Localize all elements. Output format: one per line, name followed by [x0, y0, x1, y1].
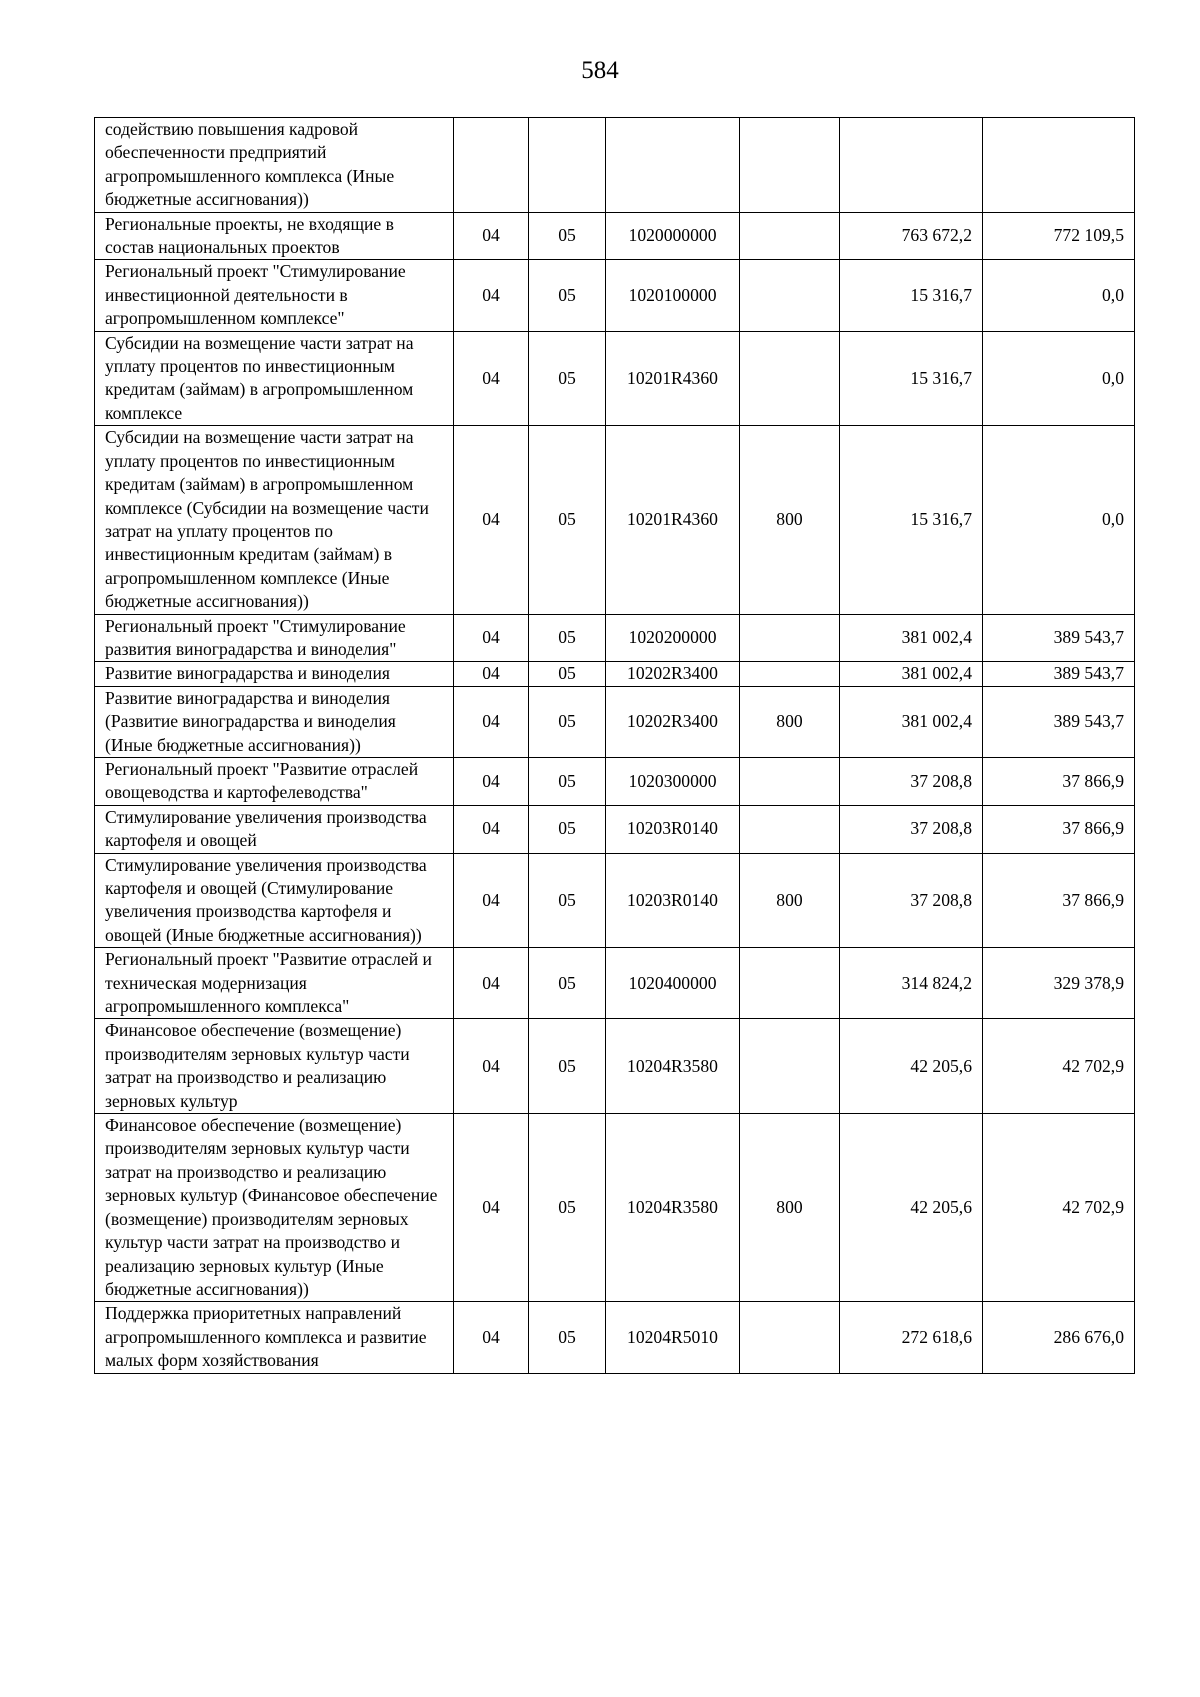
budget-table-body [95, 118, 1135, 1374]
cell-amount-year2: 37 866,9 [983, 805, 1135, 853]
cell-name: Финансовое обеспечение (возмещение) производителям зерновых культур части затрат на производство и реализацию зерновых культур (Финансовое обеспечение (возмещение) производителям зерновых культур части затрат на производство и реализацию зерновых культур (Иные бюджетные ассигнования)) [95, 1114, 454, 1302]
cell-amount-year2: 329 378,9 [983, 948, 1135, 1019]
table-row [95, 212, 1135, 260]
table-row [95, 260, 1135, 331]
cell-amount-year1: 42 205,6 [840, 1114, 983, 1302]
cell-amount-year2: 772 109,5 [983, 212, 1135, 260]
cell-amount-year1: 381 002,4 [840, 686, 983, 757]
cell-expense-type [740, 1302, 840, 1373]
table-row [95, 331, 1135, 426]
cell-name: Региональный проект "Стимулирование развития виноградарства и виноделия" [95, 614, 454, 662]
cell-amount-year2: 42 702,9 [983, 1019, 1135, 1114]
cell-section: 04 [454, 853, 529, 948]
cell-amount-year2: 0,0 [983, 260, 1135, 331]
cell-target-article: 1020300000 [606, 757, 740, 805]
cell-amount-year2: 389 543,7 [983, 614, 1135, 662]
cell-amount-year1: 763 672,2 [840, 212, 983, 260]
cell-amount-year2: 286 676,0 [983, 1302, 1135, 1373]
cell-name: Финансовое обеспечение (возмещение) производителям зерновых культур части затрат на производство и реализацию зерновых культур [95, 1019, 454, 1114]
cell-amount-year1: 15 316,7 [840, 426, 983, 614]
table-row [95, 426, 1135, 614]
table-row [95, 1114, 1135, 1302]
cell-subsection [529, 118, 606, 213]
cell-amount-year1: 37 208,8 [840, 757, 983, 805]
table-row [95, 614, 1135, 662]
cell-section: 04 [454, 212, 529, 260]
cell-amount-year1: 381 002,4 [840, 614, 983, 662]
cell-expense-type: 800 [740, 853, 840, 948]
cell-expense-type [740, 948, 840, 1019]
cell-subsection: 05 [529, 614, 606, 662]
cell-section: 04 [454, 331, 529, 426]
table-row [95, 853, 1135, 948]
cell-name: Региональный проект "Стимулирование инвестиционной деятельности в агропромышленном комплексе" [95, 260, 454, 331]
budget-table [94, 117, 1135, 1374]
cell-amount-year2: 42 702,9 [983, 1114, 1135, 1302]
cell-name: Региональный проект "Развитие отраслей и техническая модернизация агропромышленного комплекса" [95, 948, 454, 1019]
cell-subsection: 05 [529, 1302, 606, 1373]
cell-section: 04 [454, 757, 529, 805]
cell-name: Стимулирование увеличения производства картофеля и овощей [95, 805, 454, 853]
cell-expense-type [740, 614, 840, 662]
cell-expense-type [740, 805, 840, 853]
cell-target-article: 1020400000 [606, 948, 740, 1019]
cell-section: 04 [454, 1302, 529, 1373]
cell-target-article: 10204R5010 [606, 1302, 740, 1373]
cell-section: 04 [454, 948, 529, 1019]
cell-name: Субсидии на возмещение части затрат на уплату процентов по инвестиционным кредитам (займам) в агропромышленном комплексе (Субсидии на возмещение части затрат на уплату процентов по инвестиционным кредитам (займам) в агропромышленном комплексе (Иные бюджетные ассигнования)) [95, 426, 454, 614]
cell-expense-type [740, 118, 840, 213]
cell-target-article: 10201R4360 [606, 331, 740, 426]
cell-section: 04 [454, 426, 529, 614]
cell-expense-type: 800 [740, 686, 840, 757]
cell-target-article: 10203R0140 [606, 853, 740, 948]
cell-subsection: 05 [529, 853, 606, 948]
table-row [95, 757, 1135, 805]
cell-amount-year1: 381 002,4 [840, 662, 983, 686]
cell-amount-year2 [983, 118, 1135, 213]
table-row [95, 805, 1135, 853]
cell-target-article: 1020100000 [606, 260, 740, 331]
cell-amount-year2: 37 866,9 [983, 853, 1135, 948]
cell-amount-year1: 15 316,7 [840, 260, 983, 331]
cell-expense-type [740, 757, 840, 805]
cell-subsection: 05 [529, 662, 606, 686]
cell-name: Региональный проект "Развитие отраслей овощеводства и картофелеводства" [95, 757, 454, 805]
cell-expense-type [740, 1019, 840, 1114]
cell-name: Субсидии на возмещение части затрат на уплату процентов по инвестиционным кредитам (займам) в агропромышленном комплексе [95, 331, 454, 426]
cell-amount-year1: 314 824,2 [840, 948, 983, 1019]
cell-name: Стимулирование увеличения производства картофеля и овощей (Стимулирование увеличения производства картофеля и овощей (Иные бюджетные ассигнования)) [95, 853, 454, 948]
cell-amount-year2: 389 543,7 [983, 662, 1135, 686]
cell-amount-year1: 37 208,8 [840, 853, 983, 948]
cell-name: Развитие виноградарства и виноделия [95, 662, 454, 686]
cell-amount-year1: 15 316,7 [840, 331, 983, 426]
cell-target-article: 1020200000 [606, 614, 740, 662]
cell-amount-year2: 0,0 [983, 331, 1135, 426]
table-row [95, 662, 1135, 686]
cell-target-article [606, 118, 740, 213]
cell-section: 04 [454, 662, 529, 686]
cell-expense-type [740, 212, 840, 260]
cell-name: Развитие виноградарства и виноделия (Развитие виноградарства и виноделия (Иные бюджетные ассигнования)) [95, 686, 454, 757]
cell-subsection: 05 [529, 948, 606, 1019]
cell-section: 04 [454, 805, 529, 853]
cell-amount-year1: 37 208,8 [840, 805, 983, 853]
cell-section: 04 [454, 1114, 529, 1302]
cell-subsection: 05 [529, 331, 606, 426]
cell-name: Поддержка приоритетных направлений агропромышленного комплекса и развитие малых форм хозяйствования [95, 1302, 454, 1373]
cell-target-article: 10204R3580 [606, 1019, 740, 1114]
table-row [95, 118, 1135, 213]
cell-amount-year1: 42 205,6 [840, 1019, 983, 1114]
cell-name: содействию повышения кадровой обеспеченности предприятий агропромышленного комплекса (Иные бюджетные ассигнования)) [95, 118, 454, 213]
cell-section: 04 [454, 260, 529, 331]
cell-amount-year1: 272 618,6 [840, 1302, 983, 1373]
cell-subsection: 05 [529, 260, 606, 331]
cell-amount-year1 [840, 118, 983, 213]
cell-amount-year2: 389 543,7 [983, 686, 1135, 757]
cell-amount-year2: 37 866,9 [983, 757, 1135, 805]
cell-target-article: 10204R3580 [606, 1114, 740, 1302]
cell-amount-year2: 0,0 [983, 426, 1135, 614]
cell-name: Региональные проекты, не входящие в состав национальных проектов [95, 212, 454, 260]
table-row [95, 948, 1135, 1019]
cell-subsection: 05 [529, 1019, 606, 1114]
cell-section [454, 118, 529, 213]
cell-subsection: 05 [529, 805, 606, 853]
table-row [95, 1019, 1135, 1114]
table-row [95, 1302, 1135, 1373]
cell-target-article: 10202R3400 [606, 686, 740, 757]
cell-section: 04 [454, 614, 529, 662]
cell-target-article: 10202R3400 [606, 662, 740, 686]
cell-subsection: 05 [529, 1114, 606, 1302]
cell-expense-type [740, 260, 840, 331]
cell-target-article: 10203R0140 [606, 805, 740, 853]
cell-expense-type [740, 331, 840, 426]
table-row [95, 686, 1135, 757]
cell-section: 04 [454, 1019, 529, 1114]
cell-expense-type [740, 662, 840, 686]
cell-subsection: 05 [529, 757, 606, 805]
cell-section: 04 [454, 686, 529, 757]
cell-expense-type: 800 [740, 426, 840, 614]
cell-subsection: 05 [529, 426, 606, 614]
cell-target-article: 1020000000 [606, 212, 740, 260]
cell-subsection: 05 [529, 686, 606, 757]
cell-subsection: 05 [529, 212, 606, 260]
cell-target-article: 10201R4360 [606, 426, 740, 614]
cell-expense-type: 800 [740, 1114, 840, 1302]
page-number: 584 [581, 57, 619, 84]
